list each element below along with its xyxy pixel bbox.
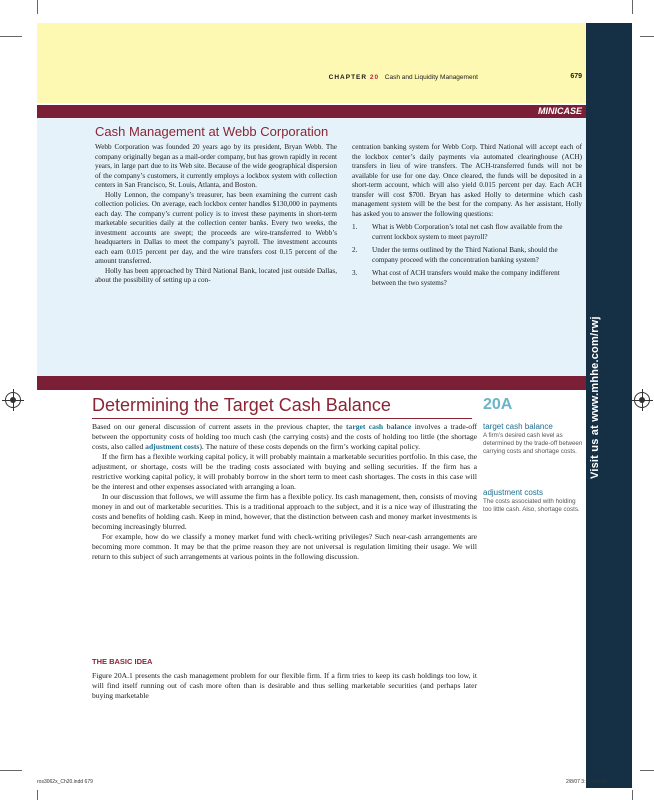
question-item: 1. What is Webb Corporation’s total net cash flow available from the current lockbox system to meet payroll? [352, 223, 563, 241]
header-band [37, 23, 586, 103]
minicase-label: MINICASE [537, 106, 582, 116]
sidebar-url-text: Visit us at www.mhhe.com/rwj [589, 316, 601, 480]
question-item: 2. Under the terms outlined by the Third National Bank, should the company proceed with the concentration banking system? [352, 246, 558, 264]
sidebar [586, 23, 632, 788]
footer-timestamp: 2/8/07 3:11:40 PM [566, 779, 607, 785]
crop-mark [632, 0, 633, 14]
footer-file-info: ros3062x_Ch20.indd 679 [37, 779, 93, 785]
crop-mark [632, 790, 633, 800]
minicase-title: Cash Management at Webb Corporation [95, 124, 329, 139]
section-body [92, 422, 477, 562]
registration-mark-icon [5, 392, 21, 408]
subheading: THE BASIC IDEA [92, 657, 153, 666]
paragraph: centration banking system for Webb Corp. Third National will accept each of the lockbox center’s daily payments via automated clearinghouse (ACH) transfers in lieu of wire transfers. The ACH-transferred funds will not be available for use for one day. Once cleared, the funds will be deposited in a short-term account, which will also yield 0.015 percent per day. Each ACH transfer will cost $700. Bryan has asked Holly to determine which cash management system will be the best for the company. As her assistant, Holly has asked you to answer the following questions: [352, 143, 582, 218]
definition-term: target cash balance [483, 422, 553, 431]
question-item: 3. What cost of ACH transfers would make the company indifferent between the two systems? [352, 269, 560, 287]
page-number: 679 [570, 73, 582, 80]
section-body-continued [92, 671, 477, 701]
definition-text: The costs associated with holding too little cash. Also, shortage costs. [483, 498, 580, 513]
paragraph: For example, how do we classify a money market fund with check-writing privileges? Such near-cash arrangements are becoming more common. It may be that the prime reason they are not universal is regulation limiting their usage. We will return to this subject of such arrangements at various points in the following discussion. [92, 532, 477, 561]
section-number: 20A [483, 396, 513, 413]
paragraph: Based on our general discussion of current assets in the previous chapter, the target cash balance involves a trade-off between the opportunity costs of holding too much cash (the carrying costs) and the costs of holding too little (the shortage costs, also called adjustment costs). The nature of these costs depends on the firm’s working capital policy. [92, 422, 477, 451]
crop-mark [0, 36, 22, 37]
minicase-right-column [352, 143, 582, 288]
crop-mark [37, 0, 38, 14]
section-title: Determining the Target Cash Balance [92, 395, 391, 415]
divider [92, 418, 472, 419]
definition-text: A firm’s desired cash level as determined by the trade-off between carrying costs and shortage costs. [483, 432, 583, 455]
chapter-label: CHAPTER 20 Cash and Liquidity Management [328, 74, 478, 81]
registration-mark-icon [634, 392, 650, 408]
crop-mark [640, 770, 654, 771]
minicase-left-column [95, 143, 337, 286]
section-banner [37, 376, 586, 390]
key-term: adjustment costs [145, 442, 200, 451]
paragraph: Holly Lennon, the company’s treasurer, has been examining the current cash collection policies. On average, each lockbox center handles $130,000 in payments each day. The company’s current policy is to invest these payments in short-term marketable securities daily at the collection center banks. Every two weeks, the investment accounts are swept; the proceeds are wire-transferred to Webb’s headquarters in Dallas to meet the company’s payroll. The investment accounts each earn 0.015 percent per day, and the wire transfers cost 0.15 percent of the amount transferred. [95, 190, 337, 265]
margin-definition [483, 488, 583, 514]
running-header [37, 71, 586, 85]
crop-mark [0, 770, 22, 771]
paragraph: In our discussion that follows, we will assume the firm has a flexible policy. Its cash management, then, consists of moving money in and out of marketable securities. This is a traditional approach to the subject, and it is a nice way of illustrating the costs and benefits of holding cash. Keep in mind, however, that the distinction between cash and money market investments is becoming increasingly blurred. [92, 492, 477, 531]
crop-mark [37, 790, 38, 800]
key-term: target cash balance [346, 422, 412, 431]
paragraph: Holly has been approached by Third National Bank, located just outside Dallas, about the possibility of setting up a con- [95, 266, 337, 284]
paragraph: Figure 20A.1 presents the cash management problem for our flexible firm. If a firm tries to keep its cash holdings too low, it will find itself running out of cash more often than is desirable and thus selling marketable securities (and perhaps later buying marketable [92, 671, 477, 700]
paragraph: If the firm has a flexible working capital policy, it will probably maintain a marketable securities portfolio. In this case, the adjustment, or shortage, costs will be the trading costs associated with buying and selling securities. If the firm has a restrictive working capital policy, it will probably borrow in the short term to meet cash shortages. The costs in this case will be the interest and other expenses associated with arranging a loan. [92, 452, 477, 491]
paragraph: Webb Corporation was founded 20 years ago by its president, Bryan Webb. The company originally began as a mail-order company, but has grown rapidly in recent years, in large part due to its Web site. Because of the wide geographical dispersion of the company’s customers, it currently employs a lockbox system with collection centers in San Francisco, St. Louis, Atlanta, and Boston. [95, 143, 337, 189]
definition-term: adjustment costs [483, 488, 544, 497]
crop-mark [640, 36, 654, 37]
margin-definition [483, 422, 583, 456]
minicase-banner [37, 105, 586, 118]
